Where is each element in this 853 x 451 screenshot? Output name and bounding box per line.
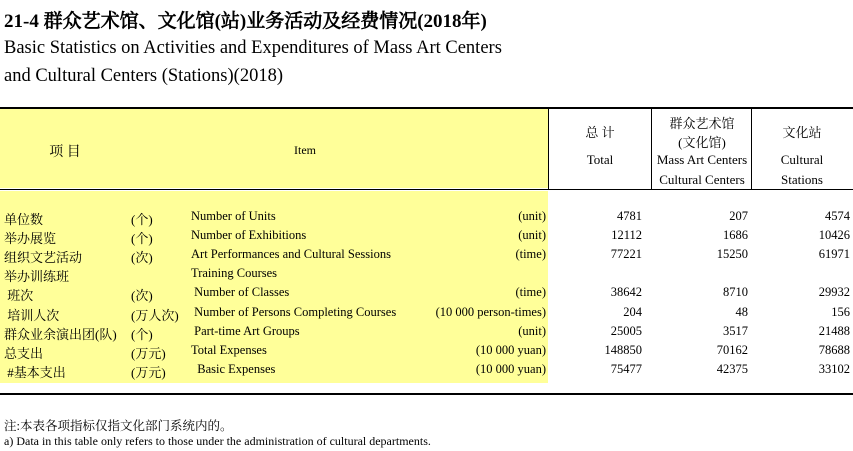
row-value-total: 148850 (604, 342, 642, 357)
row-value-mass-art: 8710 (723, 285, 748, 300)
row-value-station: 33102 (818, 361, 850, 376)
header-station-en-1: Cultural (780, 152, 824, 167)
table-row (0, 303, 853, 322)
row-label-en: Art Performances and Cultural Sessions (191, 247, 391, 262)
row-value-total: 204 (623, 304, 642, 319)
header-station-en-2: Stations (781, 172, 823, 187)
title-english-line-1: Basic Statistics on Activities and Expenditures of Mass Art Centers (4, 38, 502, 58)
header-station-cn: 文化站 (782, 125, 822, 140)
row-label-cn: 单位数 (4, 212, 44, 227)
row-value-total: 38642 (610, 285, 642, 300)
row-unit-cn: (万人次) (131, 307, 179, 323)
row-unit-cn: (万元) (131, 364, 166, 380)
row-label-cn: 举办展览 (4, 231, 57, 247)
row-value-station: 78688 (818, 342, 850, 357)
row-label-cn: 班次 (4, 288, 34, 304)
row-label-cn: 组织文艺活动 (4, 250, 83, 266)
row-label-en: Number of Units (191, 209, 276, 223)
row-value-station: 156 (831, 304, 850, 319)
row-value-total: 4781 (617, 209, 642, 223)
header-mass-cn-2: (文化馆) (678, 135, 726, 150)
row-value-mass-art: 15250 (716, 247, 748, 262)
row-value-mass-art: 42375 (716, 361, 748, 376)
row-value-mass-art: 1686 (723, 228, 748, 243)
row-unit-cn: (次) (131, 250, 153, 266)
row-label-en: Number of Persons Completing Courses (191, 304, 397, 319)
note-chinese: 注:本表各项指标仅指文化部门系统内的。 (4, 419, 233, 433)
title-english-line-2: and Cultural Centers (Stations)(2018) (4, 66, 283, 86)
row-unit-en: (time) (515, 285, 546, 300)
row-label-en: Part-time Art Groups (191, 323, 300, 338)
table-row (0, 322, 853, 341)
row-unit-cn: (个) (131, 231, 153, 247)
row-label-cn: 培训人次 (4, 307, 60, 323)
row-label-en: Number of Exhibitions (191, 228, 307, 243)
table-bottom-rule (0, 393, 853, 395)
row-label-cn: 总支出 (4, 345, 44, 361)
table-row (0, 245, 853, 264)
row-value-station: 29932 (818, 285, 850, 300)
header-item-en: Item (294, 143, 316, 157)
table-row (0, 341, 853, 360)
row-unit-cn: (个) (131, 326, 153, 342)
header-mass-cn-1: 群众艺术馆 (669, 116, 735, 131)
row-value-station: 21488 (818, 323, 850, 338)
row-value-mass-art: 70162 (716, 342, 748, 357)
row-unit-en: (10 000 person-times) (435, 304, 546, 319)
note-english: a) Data in this table only refers to those under the administration of cultural departments. (4, 434, 431, 448)
header-total-cn: 总 计 (585, 125, 615, 140)
row-unit-en: (unit) (518, 209, 546, 223)
row-unit-cn: (万元) (131, 345, 166, 361)
row-label-en: Total Expenses (191, 342, 267, 357)
row-value-total: 75477 (610, 361, 642, 376)
header-bottom-rule (0, 189, 853, 190)
table-row (0, 283, 853, 302)
row-label-en: Number of Classes (191, 285, 290, 300)
row-value-mass-art: 207 (729, 209, 748, 223)
row-value-total: 25005 (610, 323, 642, 338)
row-unit-en: (10 000 yuan) (475, 342, 546, 357)
row-unit-cn: (个) (131, 212, 153, 227)
row-label-cn: 举办训练班 (4, 269, 70, 285)
row-label-cn: #基本支出 (4, 364, 66, 380)
row-unit-en: (unit) (518, 323, 546, 338)
row-unit-en: (time) (515, 247, 546, 262)
row-label-en: Training Courses (191, 266, 278, 281)
header-item-cn: 项 目 (49, 145, 81, 160)
row-value-station: 61971 (818, 247, 850, 262)
header-mass-en-1: Mass Art Centers (656, 152, 748, 167)
header-total-en: Total (586, 152, 614, 167)
row-unit-en: (10 000 yuan) (475, 361, 546, 376)
table-row (0, 360, 853, 379)
table-row (0, 207, 853, 226)
title-chinese: 21-4 群众艺术馆、文化馆(站)业务活动及经费情况(2018年) (4, 11, 487, 32)
row-value-station: 10426 (818, 228, 850, 243)
table-row (0, 264, 853, 283)
header-mass-en-2: Cultural Centers (659, 172, 745, 187)
header-divider-1 (548, 109, 549, 189)
row-label-cn: 群众业余演出团(队) (4, 326, 117, 342)
row-unit-en: (unit) (518, 228, 546, 243)
row-value-total: 77221 (610, 247, 642, 262)
row-value-station: 4574 (825, 209, 850, 223)
row-label-en: Basic Expenses (191, 361, 276, 376)
row-value-mass-art: 48 (735, 304, 748, 319)
table-row (0, 226, 853, 245)
row-unit-cn: (次) (131, 288, 153, 304)
row-value-total: 12112 (611, 228, 642, 243)
row-value-mass-art: 3517 (723, 323, 748, 338)
